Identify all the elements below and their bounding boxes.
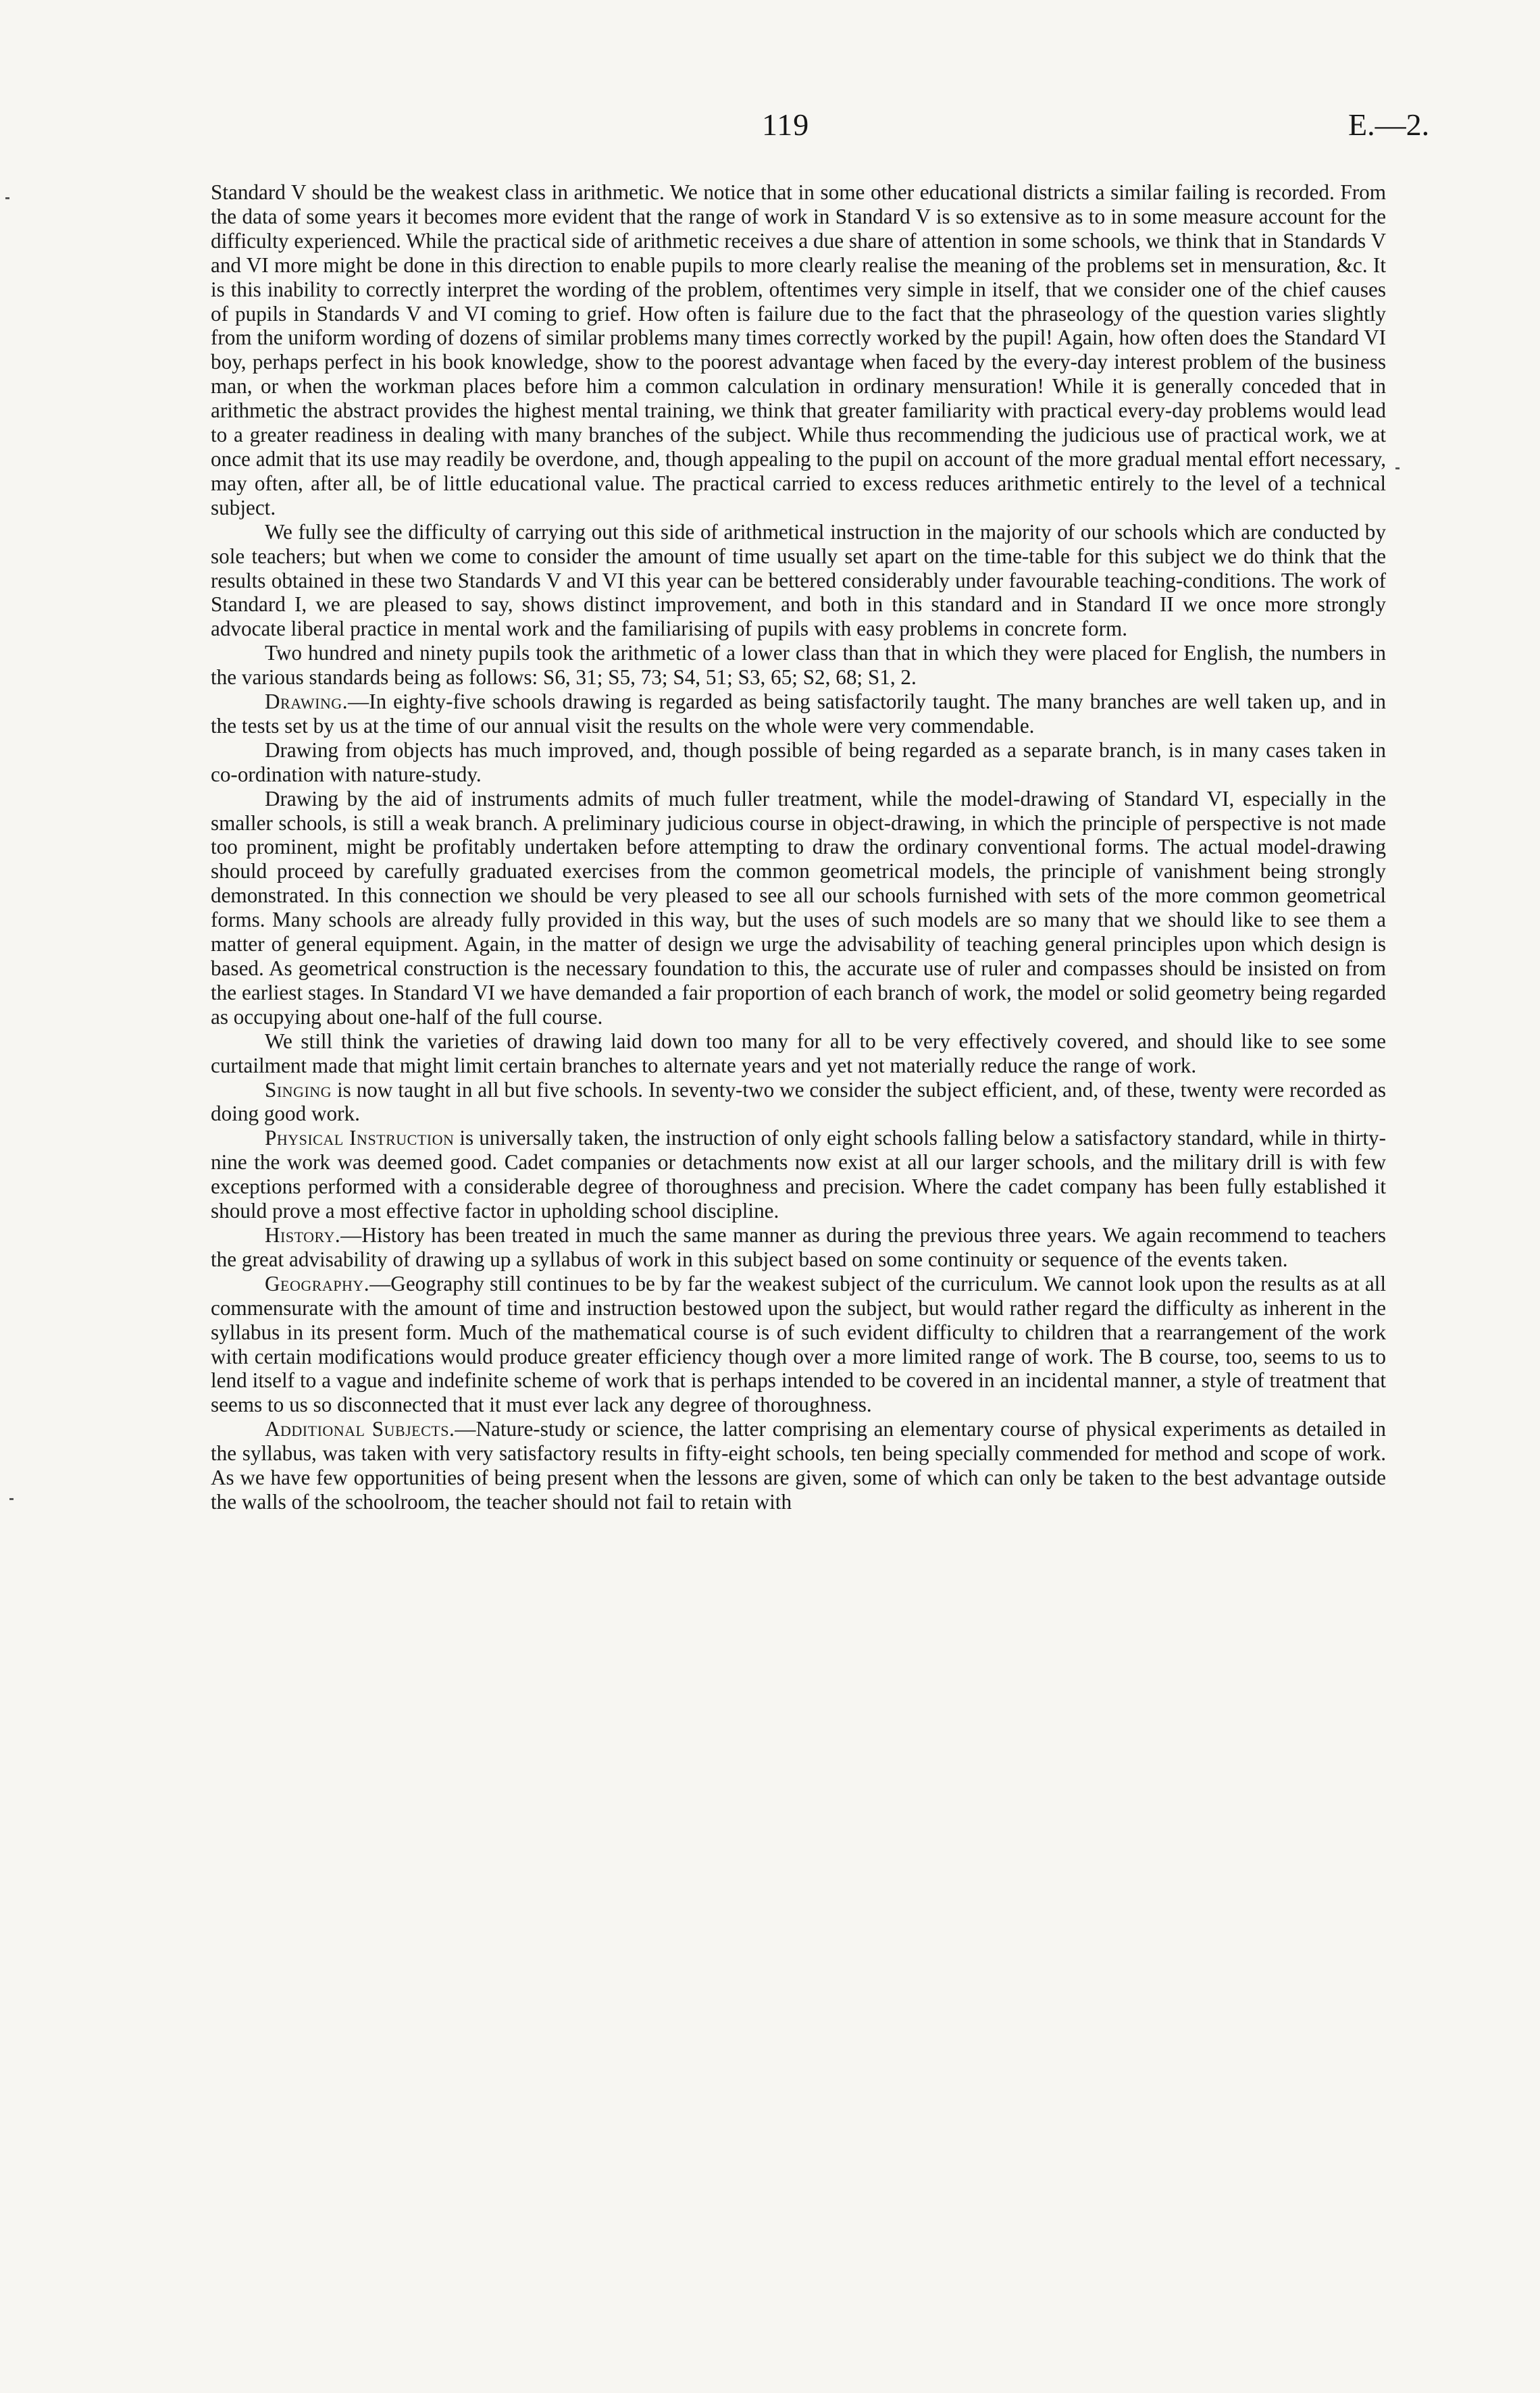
paragraph-additional-subjects: Additional Subjects.—Nature-study or science, the latter comprising an elementary course of physical experiments as detailed in the syllabus, was taken with very satisfactory results in fifty-eight schools, ten being specially commended for method and scope of work. As we have few opportunities of being present when the lessons are given, some of which can only be taken to the best advantage outside the walls of the schoolroom, the teacher should not fail to retain with: [211, 1417, 1386, 1514]
page-number: 119: [762, 107, 810, 142]
section-heading-physical-instruction: Physical Instruction: [265, 1126, 455, 1150]
document-reference: E.—2.: [1348, 107, 1430, 142]
section-heading-history: History.: [265, 1223, 341, 1247]
paragraph-arithmetic-lower-class: Two hundred and ninety pupils took the arithmetic of a lower class than that in which they were placed for English, the numbers in the various standards being as follows: S6, 31; S5, 73; S4, 51; S3, 65; S2, 68; S1, 2.: [211, 641, 1386, 690]
page-header: [0, 107, 1540, 147]
paragraph-drawing-instruments: Drawing by the aid of instruments admits of much fuller treatment, while the model-drawing of Standard VI, especially in the smaller schools, is still a weak branch. A preliminary judicious course in object-drawing, in which the principle of perspective is not made too prominent, might be profitably undertaken before attempting to draw the ordinary conventional forms. The actual model-drawing should proceed by carefully graduated exercises from the common geometrical models, the principle of vanishment being strongly demonstrated. In this connection we should be very pleased to see all our schools furnished with sets of the more common geometrical forms. Many schools are already fully provided in this way, but the uses of such models are so many that we should like to see them a matter of general equipment. Again, in the matter of design we urge the advisability of teaching general principles upon which design is based. As geometrical construction is the necessary foundation to this, the accurate use of ruler and compasses should be insisted on from the earliest stages. In Standard VI we have demanded a fair proportion of each branch of work, the model or solid geometry being regarded as occupying about one-half of the full course.: [211, 786, 1386, 1029]
paragraph-arithmetic-instruction: We fully see the difficulty of carrying out this side of arithmetical instruction in the majority of our schools which are conducted by sole teachers; but when we come to consider the amount of time usually set apart on the time-table for this subject we do think that the results obtained in these two Standards V and VI this year can be bettered considerably under favourable teaching-conditions. The work of Standard I, we are pleased to say, shows distinct improvement, and both in this standard and in Standard II we once more strongly advocate liberal practice in mental work and the familiarising of pupils with easy problems in concrete form.: [211, 519, 1386, 641]
paragraph-geography: Geography.—Geography still continues to be by far the weakest subject of the curriculum. We cannot look upon the results as at all commensurate with the amount of time and instruction bestowed upon the subject, but would rather regard the difficulty as inherent in the syllabus in its present form. Much of the mathematical course is of such evident difficulty to children that a rearrangement of the work with certain modifications would produce greater efficiency though over a more limited range of work. The B course, too, seems to us to lend itself to a vague and indefinite scheme of work that is perhaps intended to be covered in an incidental manner, a style of treatment that seems to us so disconnected that it must ever lack any degree of thoroughness.: [211, 1271, 1386, 1417]
section-heading-geography: Geography.: [265, 1271, 370, 1295]
paragraph-physical-instruction: Physical Instruction is universally taken, the instruction of only eight schools falling below a satisfactory standard, while in thirty-nine the work was deemed good. Cadet companies or detachments now exist at all our larger schools, and the military drill is with few exceptions performed with a considerable degree of thoroughness and precision. Where the cadet company has been fully established it should prove a most effective factor in upholding school discipline.: [211, 1126, 1386, 1223]
report-body: [211, 180, 1386, 1514]
margin-mark: [9, 1498, 14, 1500]
margin-mark: [5, 197, 9, 199]
paragraph-drawing: Drawing.—In eighty-five schools drawing is regarded as being satisfactorily taught. The many branches are well taken up, and in the tests set by us at the time of our annual visit the results on the whole were very commendable.: [211, 690, 1386, 738]
paragraph-arithmetic-standard-v: Standard V should be the weakest class in arithmetic. We notice that in some other educational districts a similar failing is recorded. From the data of some years it becomes more evident that the range of work in Standard V is so extensive as to in some measure account for the difficulty experienced. While the practical side of arithmetic receives a due share of attention in some schools, we think that in Standards V and VI more might be done in this direction to enable pupils to more clearly realise the meaning of the problems set in mensuration, &c. It is this inability to correctly interpret the wording of the problem, oftentimes very simple in itself, that we consider one of the chief causes of pupils in Standards V and VI coming to grief. How often is failure due to the fact that the phraseology of the question varies slightly from the uniform wording of dozens of similar problems many times correctly worked by the pupil! Again, how often does the Standard VI boy, perhaps perfect in his book knowledge, show to the poorest advantage when faced by the every-day interest problem of the business man, or when the workman places before him a common calculation in ordinary mensuration! While it is generally conceded that in arithmetic the abstract provides the highest mental training, we think that greater familiarity with practical every-day problems would lead to a greater readiness in dealing with many branches of the subject. While thus recommending the judicious use of practical work, we at once admit that its use may readily be overdone, and, though appealing to the pupil on account of the more gradual mental effort necessary, may often, after all, be of little educational value. The practical carried to excess reduces arithmetic entirely to the level of a technical subject.: [211, 180, 1386, 519]
section-heading-singing: Singing: [265, 1077, 332, 1102]
section-heading-additional-subjects: Additional Subjects.: [265, 1417, 455, 1441]
paragraph-history: History.—History has been treated in much the same manner as during the previous three years. We again recommend to teachers the great advisability of drawing up a syllabus of work in this subject based on some continuity or sequence of the events taken.: [211, 1223, 1386, 1271]
paragraph-singing: Singing is now taught in all but five schools. In seventy-two we consider the subject efficient, and, of these, twenty were recorded as doing good work.: [211, 1077, 1386, 1126]
paragraph-drawing-objects: Drawing from objects has much improved, and, though possible of being regarded as a separate branch, is in many cases taken in co-ordination with nature-study.: [211, 738, 1386, 786]
section-heading-drawing: Drawing.: [265, 690, 348, 714]
margin-mark: [1395, 467, 1400, 469]
paragraph-drawing-varieties: We still think the varieties of drawing laid down too many for all to be very effectively covered, and should like to see some curtailment made that might limit certain branches to alternate years and yet not materially reduce the range of work.: [211, 1029, 1386, 1077]
